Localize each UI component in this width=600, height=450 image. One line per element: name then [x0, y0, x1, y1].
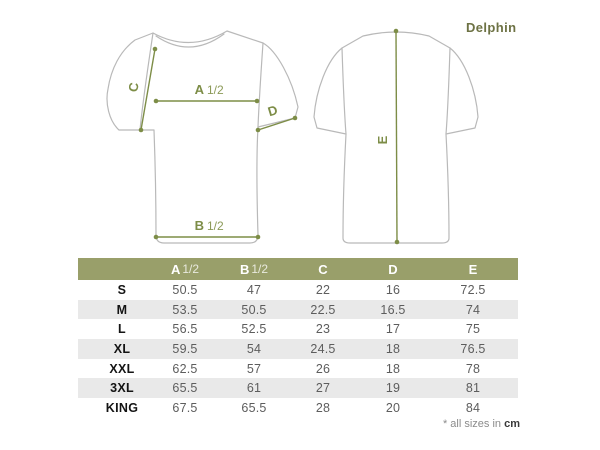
- measure-value: 78: [465, 361, 481, 376]
- measure-value: 23: [315, 322, 331, 337]
- size-label: 3XL: [110, 381, 134, 396]
- measure-value: 67.5: [172, 400, 198, 415]
- measure-value: 84: [465, 400, 481, 415]
- measure-label-c: C: [125, 81, 142, 94]
- measure-value: 18: [385, 361, 401, 376]
- measure-value: 62.5: [172, 361, 198, 376]
- measure-value: 22: [315, 282, 331, 297]
- measure-value: 81: [465, 381, 481, 396]
- delphin-logo: Delphin: [466, 20, 517, 35]
- footnote-text: * all sizes in: [442, 418, 502, 430]
- measure-value: 18: [385, 341, 401, 356]
- measure-value: 20: [385, 400, 401, 415]
- measure-label-a-fraction: 1/2: [207, 83, 224, 97]
- measure-value: 22.5: [310, 302, 336, 317]
- size-label: XL: [113, 341, 131, 356]
- measure-value: 52.5: [241, 322, 267, 337]
- header-letter: B: [239, 261, 250, 277]
- column-header-b: [220, 258, 288, 280]
- measure-label-d: D: [266, 102, 280, 120]
- measure-value: 72.5: [460, 282, 486, 297]
- measure-value: 16.5: [380, 302, 406, 317]
- size-label: XXL: [109, 361, 135, 376]
- column-header-d: [358, 258, 428, 280]
- header-letter: D: [388, 261, 398, 277]
- measure-value: 27: [315, 381, 331, 396]
- measure-value: 65.5: [172, 381, 198, 396]
- column-header-c: [288, 258, 358, 280]
- measure-value: 47: [246, 282, 262, 297]
- table-row: [78, 319, 518, 339]
- size-label: M: [116, 302, 128, 317]
- measure-value: 56.5: [172, 322, 198, 337]
- column-header-e: [428, 258, 518, 280]
- measure-value: 74: [465, 302, 481, 317]
- front-measure-lines: [139, 47, 298, 240]
- table-row: [78, 280, 518, 300]
- size-table-header: [78, 258, 518, 280]
- measure-value: 75: [465, 322, 481, 337]
- table-row: [78, 339, 518, 359]
- front-shirt-diagram: [93, 27, 305, 249]
- header-fraction: 1/2: [251, 262, 269, 276]
- table-row: [78, 378, 518, 398]
- size-label: KING: [105, 400, 139, 415]
- measure-value: 24.5: [310, 341, 336, 356]
- measure-label-e: E: [375, 135, 390, 145]
- measure-label-b-fraction: 1/2: [207, 219, 224, 233]
- header-letter: C: [318, 261, 328, 277]
- column-header-a: [150, 258, 220, 280]
- measure-value: 61: [246, 381, 262, 396]
- column-header-size: [78, 258, 150, 280]
- measure-value: 19: [385, 381, 401, 396]
- table-row: [78, 398, 518, 418]
- header-letter: E: [468, 261, 478, 277]
- footnote-unit: cm: [504, 418, 520, 430]
- header-letter: A: [170, 261, 181, 277]
- size-label: L: [118, 322, 126, 337]
- size-label: S: [117, 282, 127, 297]
- measure-label-a: A: [194, 82, 204, 97]
- front-shirt-outline: [107, 31, 298, 243]
- measure-value: 17: [385, 322, 401, 337]
- size-table: [78, 258, 518, 418]
- table-row: [78, 300, 518, 320]
- measure-label-b: B: [194, 218, 204, 233]
- back-measure-lines: [394, 29, 400, 245]
- measure-value: 57: [246, 361, 262, 376]
- measure-value: 50.5: [172, 282, 198, 297]
- measure-value: 54: [246, 341, 262, 356]
- header-fraction: 1/2: [182, 262, 200, 276]
- measure-value: 28: [315, 400, 331, 415]
- back-shirt-diagram: [308, 24, 482, 250]
- measure-value: 50.5: [241, 302, 267, 317]
- table-row: [78, 359, 518, 379]
- measure-value: 76.5: [460, 341, 486, 356]
- measure-value: 53.5: [172, 302, 198, 317]
- units-footnote: [443, 418, 520, 430]
- measure-value: 59.5: [172, 341, 198, 356]
- measure-value: 16: [385, 282, 401, 297]
- measure-value: 65.5: [241, 400, 267, 415]
- measure-value: 26: [315, 361, 331, 376]
